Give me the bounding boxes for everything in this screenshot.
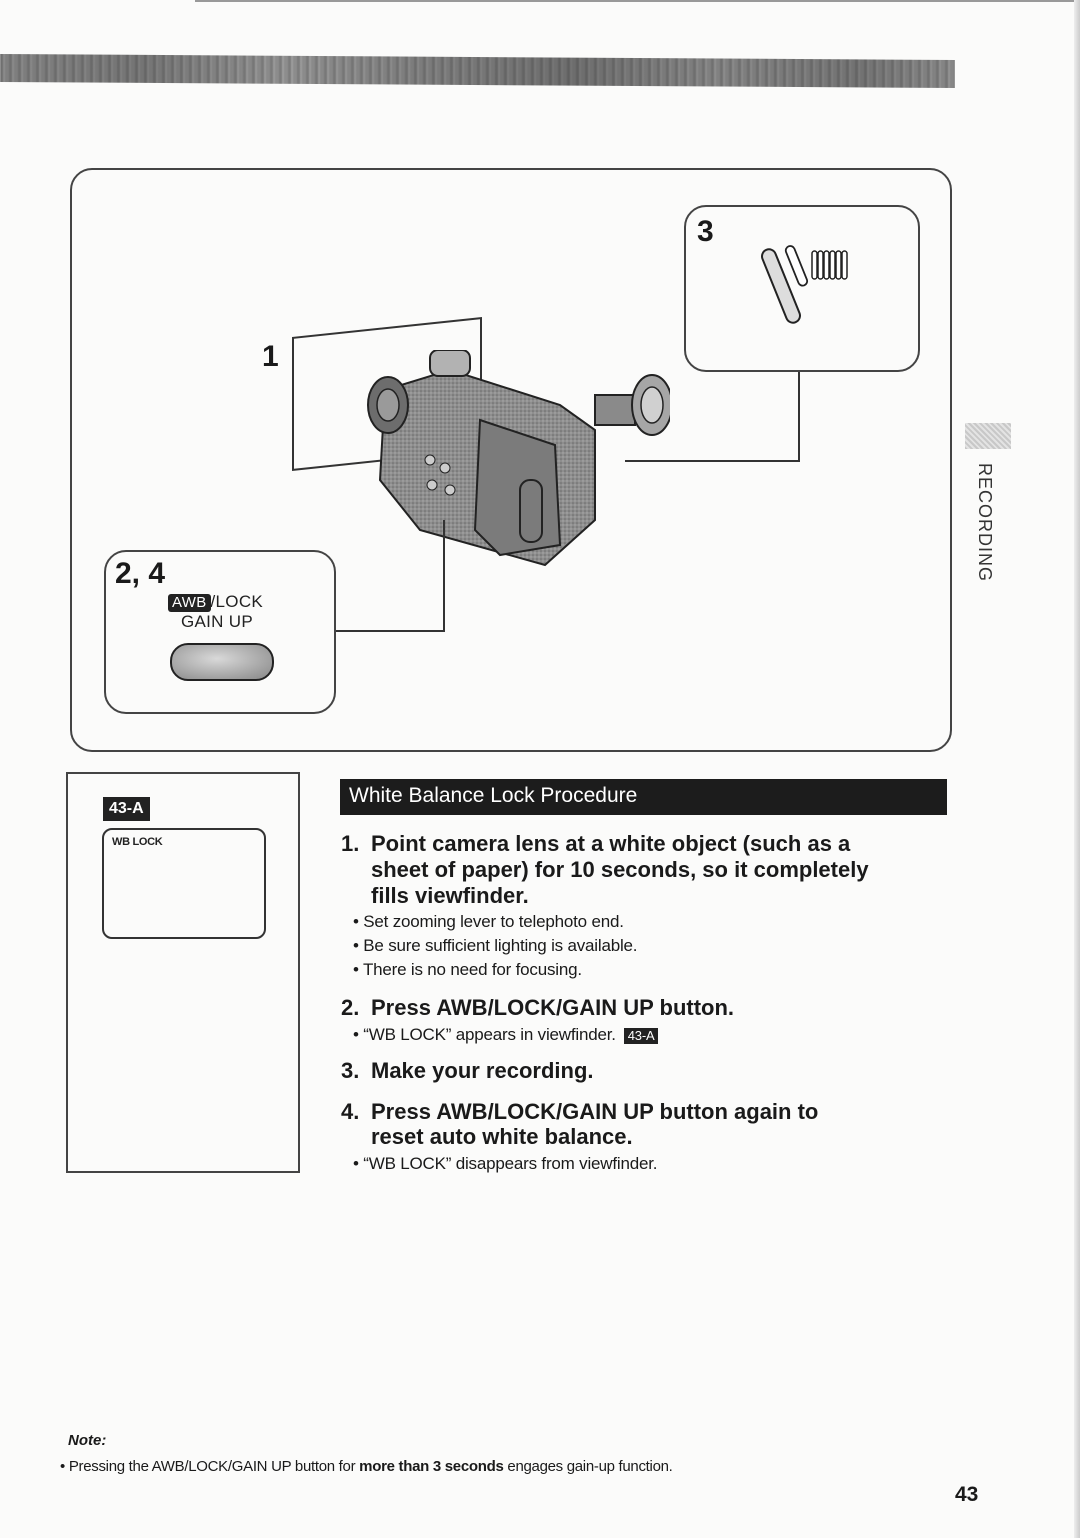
gain-up-label: GAIN UP: [181, 612, 254, 631]
leader-line: [332, 630, 445, 632]
step-4-line1: Press AWB/LOCK/GAIN UP button again to: [371, 1099, 819, 1124]
step-2-number: 2.: [341, 995, 360, 1020]
procedure-title: White Balance Lock Procedure: [349, 784, 638, 807]
zoom-lever-icon: [760, 245, 860, 330]
lock-suffix: /LOCK: [210, 592, 264, 611]
camcorder-illustration: [360, 350, 670, 570]
header-band: [0, 50, 955, 90]
step-2-line1: Press AWB/LOCK/GAIN UP button.: [371, 995, 735, 1020]
awb-lock-gain-up-button-illustration: [170, 643, 274, 681]
step-1-line1: Point camera lens at a white object (such as a: [371, 831, 851, 856]
leader-line: [625, 460, 800, 462]
leader-line: [443, 520, 445, 632]
step-4-number: 4.: [341, 1099, 360, 1124]
step-1-number: 1.: [341, 831, 360, 856]
step-1-label: 1: [262, 340, 279, 373]
awb-chip: AWB: [168, 594, 211, 612]
section-tab-recording: RECORDING: [975, 462, 996, 583]
step-1-bullet: • Be sure sufficient lighting is available.: [353, 936, 638, 955]
step-3-number: 3.: [341, 1058, 360, 1083]
step-2-bullet: • “WB LOCK” appears in viewfinder. 43-A: [353, 1024, 658, 1046]
note-text: • Pressing the AWB/LOCK/GAIN UP button for more than 3 seconds engages gain-up function.: [60, 1458, 673, 1475]
step-4-bullet: • “WB LOCK” disappears from viewfinder.: [353, 1154, 658, 1173]
step-1-bullet: • Set zooming lever to telephoto end.: [353, 912, 624, 931]
step-1-bullet: • There is no need for focusing.: [353, 960, 582, 979]
page-number: 43: [955, 1483, 979, 1506]
page-edge: [1074, 0, 1080, 1538]
viewfinder-ref-tag: 43-A: [103, 797, 150, 821]
viewfinder-wb-lock-text: WB LOCK: [112, 836, 163, 848]
step-2-4-label: 2, 4: [115, 557, 166, 590]
side-tab-marker: [965, 423, 1011, 449]
awb-lock-label: [168, 592, 263, 612]
step-4-line2: reset auto white balance.: [371, 1124, 633, 1149]
step-1-line3: fills viewfinder.: [371, 883, 529, 908]
leader-line: [798, 368, 800, 462]
step-1-line2: sheet of paper) for 10 seconds, so it completely: [371, 857, 869, 882]
step-3-label: 3: [697, 215, 714, 248]
scan-edge-line: [195, 0, 1080, 2]
step-3-line1: Make your recording.: [371, 1058, 594, 1083]
ref-tag-43a: 43-A: [624, 1028, 659, 1044]
note-heading: Note:: [68, 1432, 107, 1449]
